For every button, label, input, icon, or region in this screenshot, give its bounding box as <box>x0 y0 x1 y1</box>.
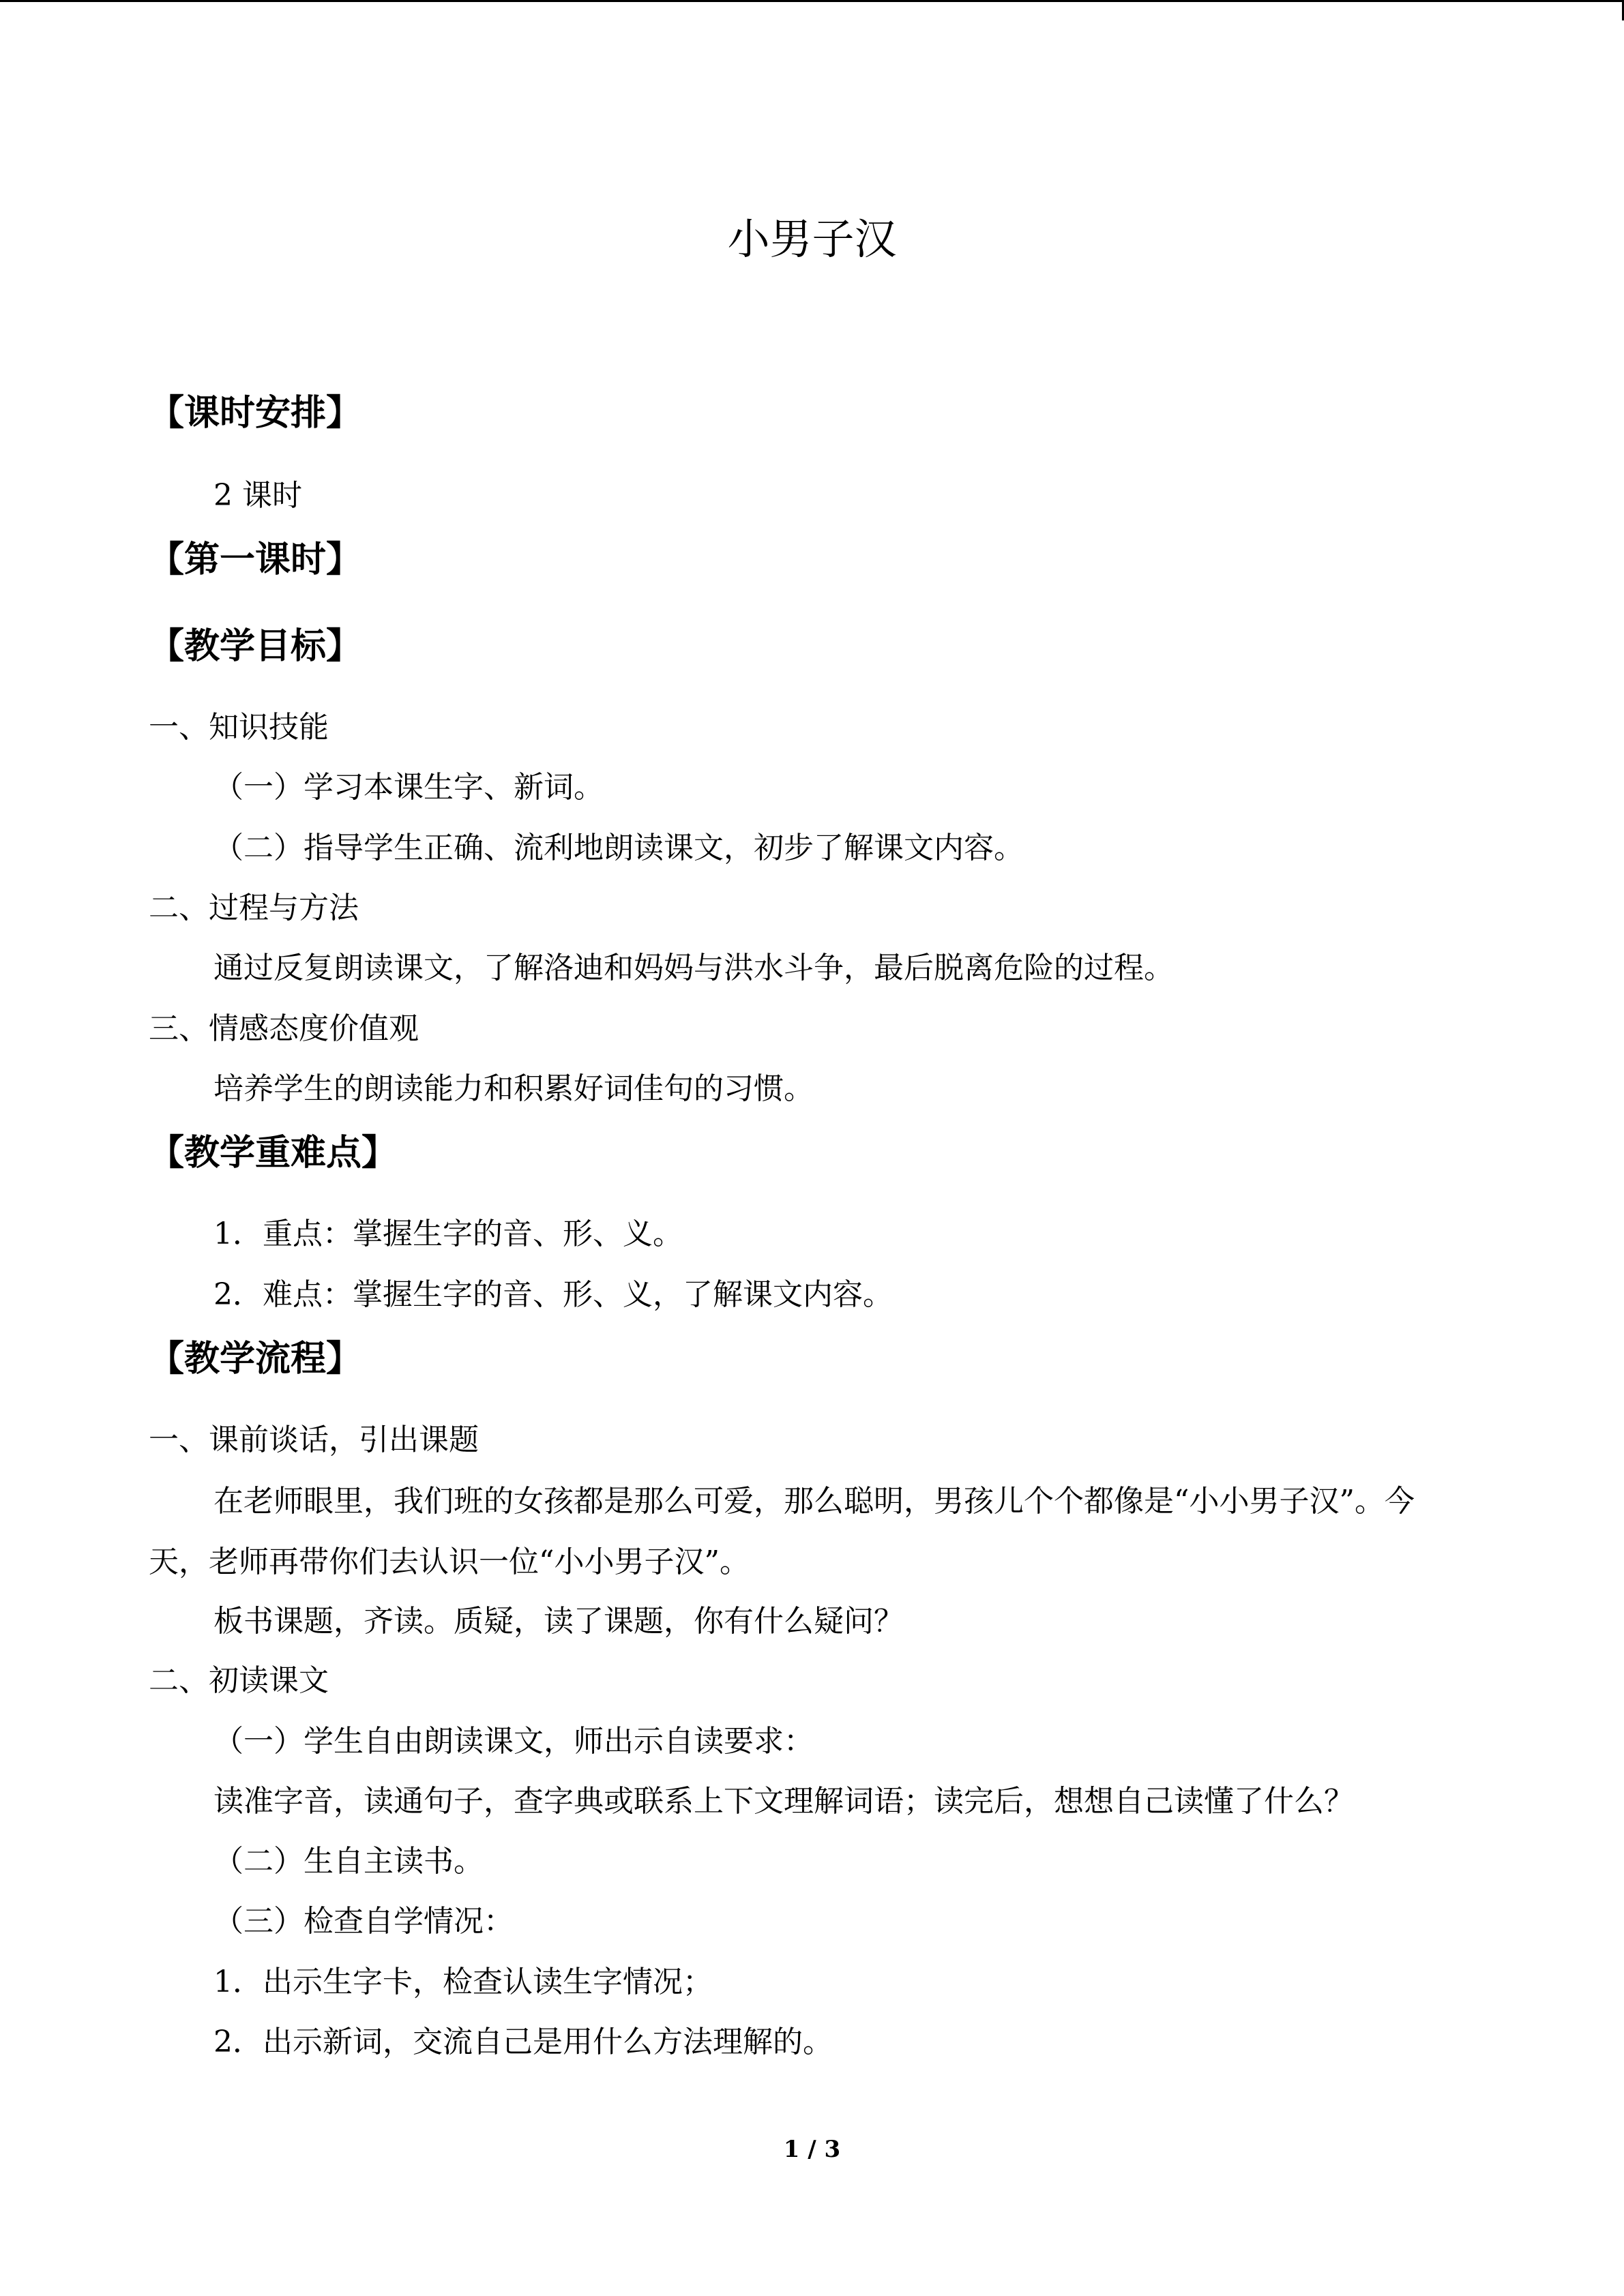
process-2-a: （一）学生自由朗读课文，师出示自读要求： <box>213 1724 814 1759</box>
objective-3-text: 培养学生的朗读能力和积累好词佳句的习惯。 <box>213 1071 814 1106</box>
process-1-paragraph: 在老师眼里，我们班的女孩都是那么可爱，那么聪明，男孩儿个个都像是“小小男子汉”。今天，老师再带你们去认识一位“小小男子汉”。 <box>149 1484 1415 1579</box>
process-2-c-2: 2．出示新词，交流自己是用什么方法理解的。 <box>213 2025 833 2059</box>
process-2-b: （二）生自主读书。 <box>213 1844 484 1879</box>
objective-1-title: 一、知识技能 <box>149 710 329 745</box>
process-1-text2: 板书课题，齐读。质疑，读了课题，你有什么疑问？ <box>213 1604 904 1639</box>
objective-2-title: 二、过程与方法 <box>149 891 359 925</box>
objective-2-text: 通过反复朗读课文，了解洛迪和妈妈与洪水斗争，最后脱离危险的过程。 <box>213 951 1174 985</box>
objective-1-b: （二）指导学生正确、流利地朗读课文，初步了解课文内容。 <box>213 831 1024 865</box>
heading-first-lesson: 【第一课时】 <box>149 539 362 580</box>
heading-keypoints: 【教学重难点】 <box>149 1132 398 1174</box>
objective-3-title: 三、情感态度价值观 <box>149 1011 419 1046</box>
process-2-a-text: 读准字音，读通句子，查字典或联系上下文理解词语；读完后，想想自己读懂了什么？ <box>213 1784 1354 1819</box>
heading-process: 【教学流程】 <box>149 1338 362 1380</box>
objective-1-a: （一）学习本课生字、新词。 <box>213 770 604 805</box>
page-title: 小男子汉 <box>727 214 897 264</box>
page-top-border <box>0 0 1623 2</box>
schedule-value: 2 课时 <box>213 478 302 513</box>
process-2-c: （三）检查自学情况： <box>213 1904 514 1939</box>
process-2-title: 二、初读课文 <box>149 1663 329 1698</box>
keypoint-1: 1．重点：掌握生字的音、形、义。 <box>213 1217 683 1251</box>
page-number: 1 / 3 <box>783 2136 841 2163</box>
process-1-title: 一、课前谈话，引出课题 <box>149 1422 479 1457</box>
process-2-c-1: 1．出示生字卡，检查认读生字情况； <box>213 1965 713 1999</box>
keypoint-2: 2．难点：掌握生字的音、形、义，了解课文内容。 <box>213 1277 893 1312</box>
heading-schedule: 【课时安排】 <box>149 392 362 434</box>
heading-objectives: 【教学目标】 <box>149 625 362 667</box>
